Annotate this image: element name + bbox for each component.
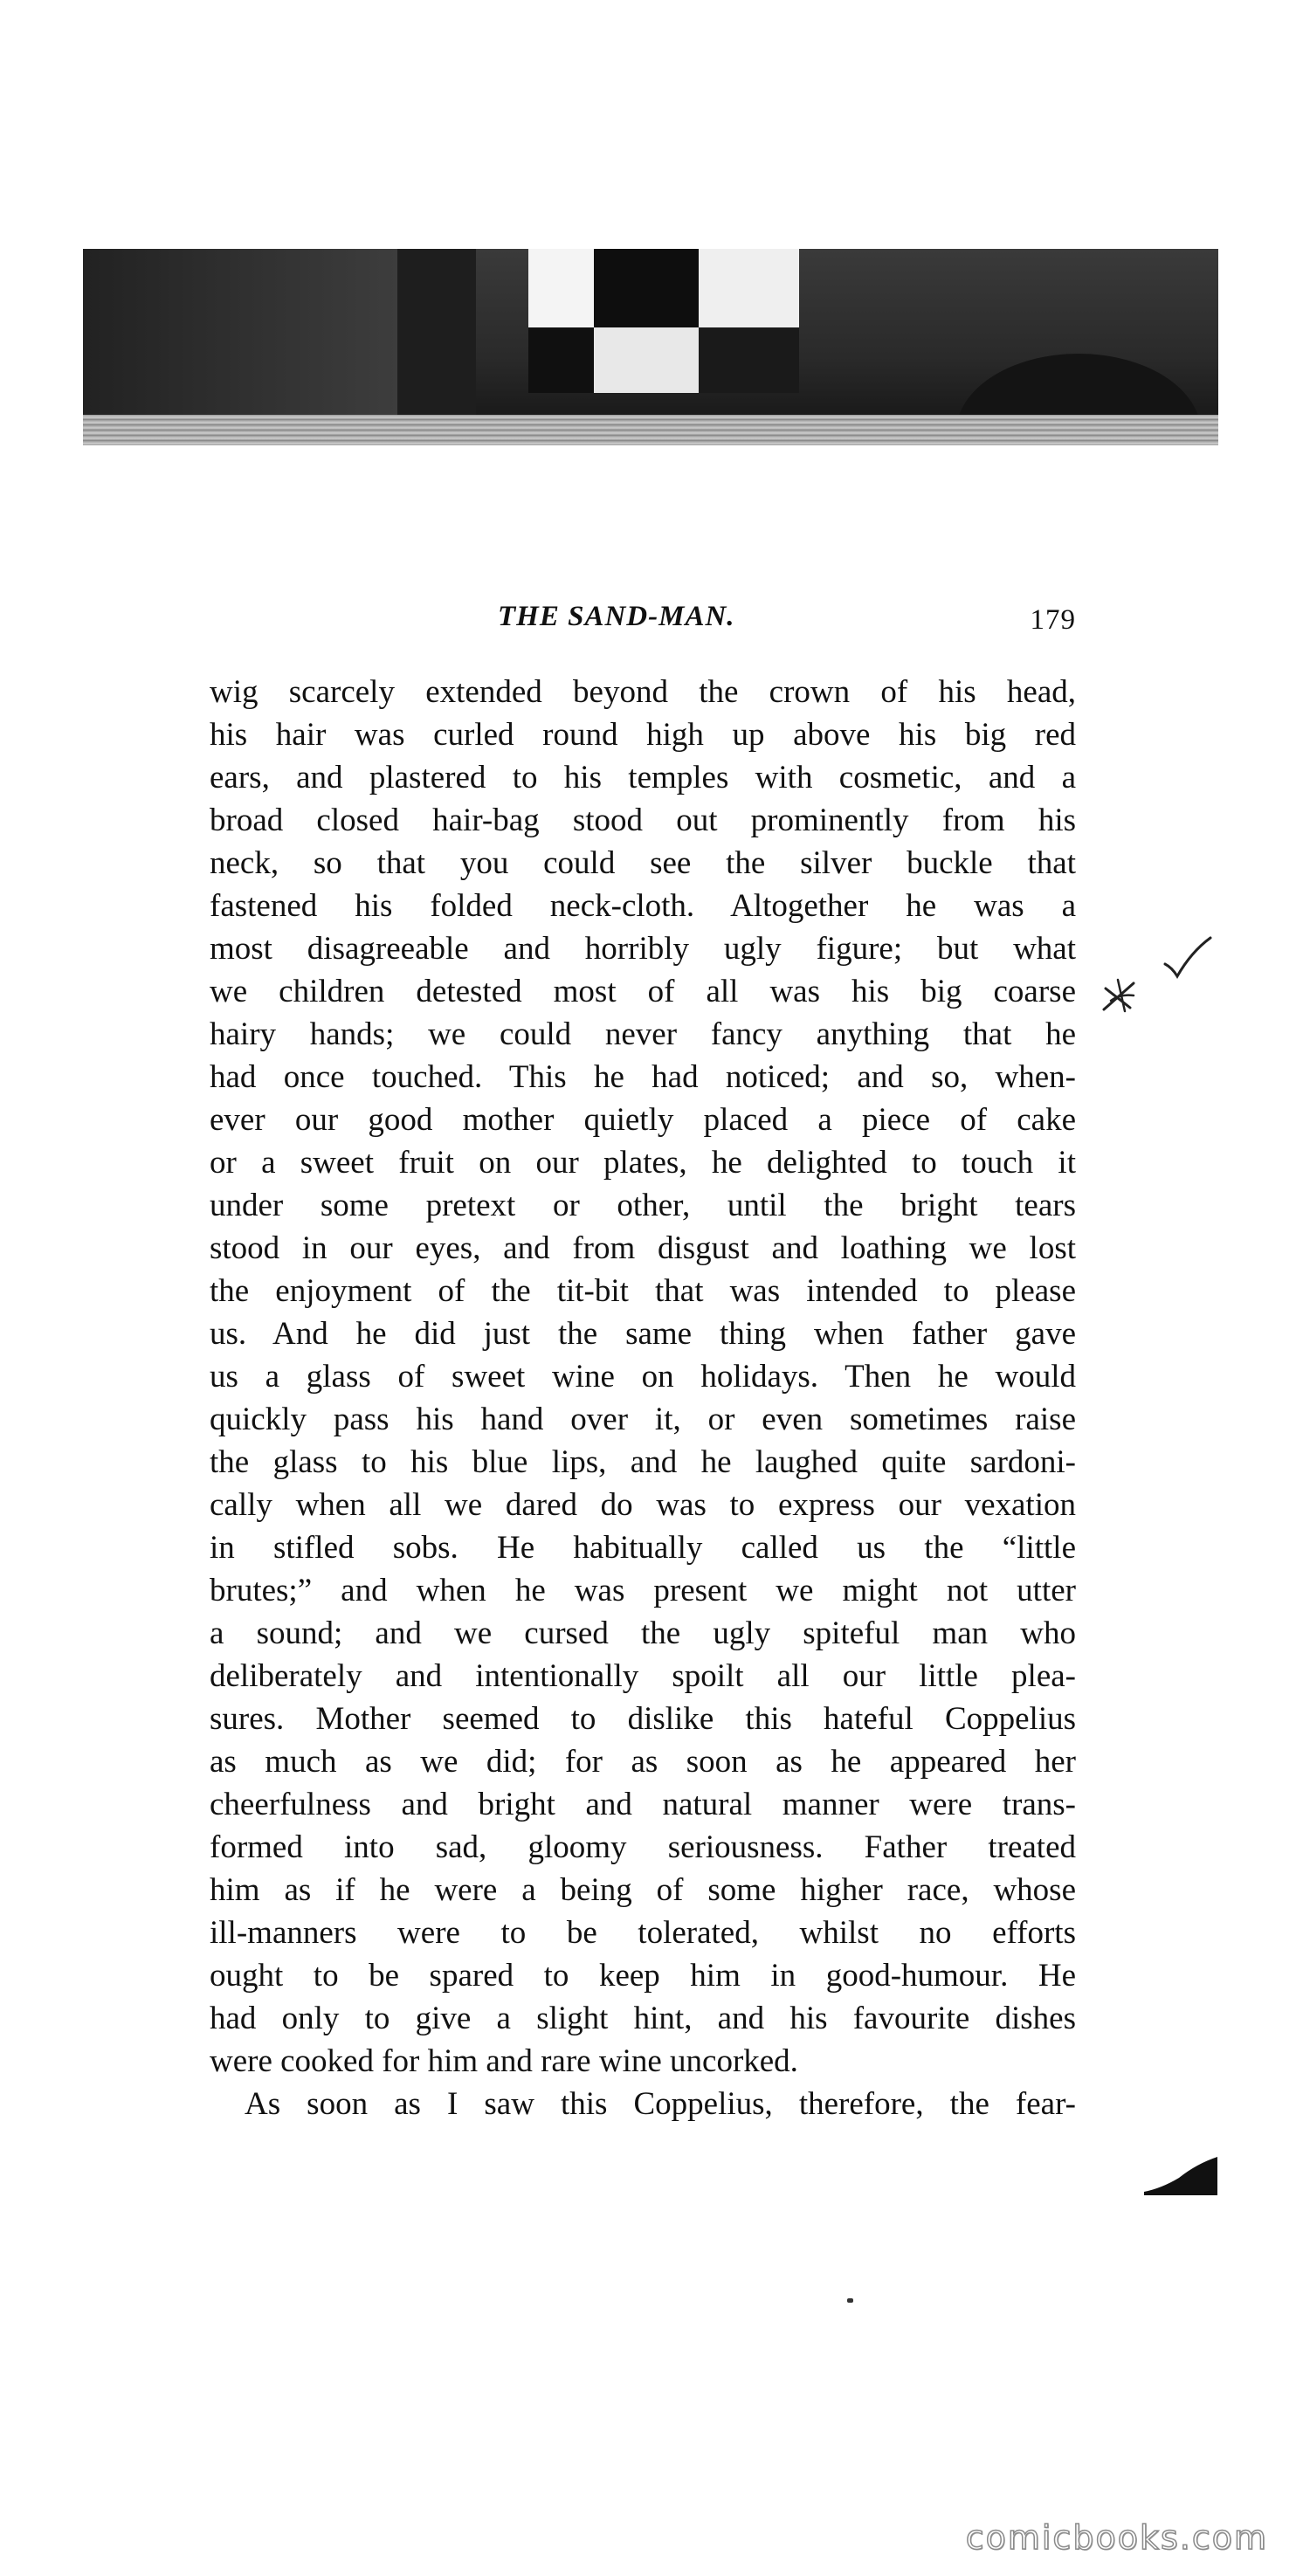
text-line: cheerfulness and bright and natural manner were trans- [210, 1787, 1076, 1822]
text-line: neck, so that you could see the silver buckle that [210, 845, 1076, 881]
text-line: had only to give a slight hint, and his favourite dishes [210, 2001, 1076, 2036]
strip-wall-dark [397, 249, 476, 432]
strip-panel [699, 327, 799, 393]
text-line: we children detested most of all was his big coarse [210, 974, 1076, 1009]
text-line: stood in our eyes, and from disgust and loathing we lost [210, 1230, 1076, 1266]
strip-panel [699, 249, 799, 327]
strip-wall-left [83, 249, 397, 432]
text-line: ever our good mother quietly placed a piece of cake [210, 1102, 1076, 1138]
text-line: had once touched. This he had noticed; and so, when- [210, 1059, 1076, 1095]
watermark: comicbooks.com [965, 2518, 1268, 2557]
text-line: as much as we did; for as soon as he appeared her [210, 1744, 1076, 1780]
text-line: ill-manners were to be tolerated, whilst no efforts [210, 1915, 1076, 1951]
text-line: formed into sad, gloomy seriousness. Father treated [210, 1829, 1076, 1865]
text-line: sures. Mother seemed to dislike this hateful Coppelius [210, 1701, 1076, 1737]
text-line: most disagreeable and horribly ugly figure; but what [210, 931, 1076, 967]
text-line: ought to be spared to keep him in good-humour. He [210, 1958, 1076, 1994]
text-line: a sound; and we cursed the ugly spiteful man who [210, 1615, 1076, 1651]
strip-floor [83, 415, 1218, 445]
text-line: in stifled sobs. He habitually called us the “little [210, 1530, 1076, 1566]
page-corner-mark [1144, 2157, 1217, 2195]
page-number: 179 [1030, 604, 1076, 636]
text-line: him as if he were a being of some higher race, whose [210, 1872, 1076, 1908]
text-line: hairy hands; we could never fancy anything that he [210, 1016, 1076, 1052]
top-photo-strip [83, 249, 1218, 445]
text-line: us a glass of sweet wine on holidays. Then he would [210, 1359, 1076, 1395]
text-line: us. And he did just the same thing when father gave [210, 1316, 1076, 1352]
stray-ink-dot [847, 2298, 853, 2303]
text-line: quickly pass his hand over it, or even sometimes raise [210, 1402, 1076, 1437]
text-line: deliberately and intentionally spoilt all our little plea- [210, 1658, 1076, 1694]
strip-panel [528, 249, 594, 327]
text-line: under some pretext or other, until the bright tears [210, 1188, 1076, 1223]
text-line: his hair was curled round high up above his big red [210, 717, 1076, 753]
text-line: wig scarcely extended beyond the crown of his head, [210, 674, 1076, 710]
strip-panel [594, 327, 699, 393]
text-line: or a sweet fruit on our plates, he delighted to touch it [210, 1145, 1076, 1181]
text-line: the glass to his blue lips, and he laughed quite sardoni- [210, 1444, 1076, 1480]
text-line: were cooked for him and rare wine uncorked. [210, 2043, 798, 2079]
text-line: ears, and plastered to his temples with cosmetic, and a [210, 760, 1076, 796]
running-title: THE SAND-MAN. [498, 601, 735, 632]
strip-panel [528, 327, 594, 393]
body-text [210, 671, 1076, 2125]
text-line: As soon as I saw this Coppelius, therefore, the fear- [245, 2086, 1076, 2122]
text-line: the enjoyment of the tit-bit that was intended to please [210, 1273, 1076, 1309]
page-header [210, 601, 1076, 650]
checkmark-icon [1162, 936, 1214, 980]
text-line: fastened his folded neck-cloth. Altogether he was a [210, 888, 1076, 924]
text-line: brutes;” and when he was present we might not utter [210, 1573, 1076, 1608]
text-line: cally when all we dared do was to express our vexation [210, 1487, 1076, 1523]
text-line: broad closed hair-bag stood out prominently from his [210, 802, 1076, 838]
strip-panel [594, 249, 699, 327]
margin-annotation-icon [1099, 976, 1141, 1015]
